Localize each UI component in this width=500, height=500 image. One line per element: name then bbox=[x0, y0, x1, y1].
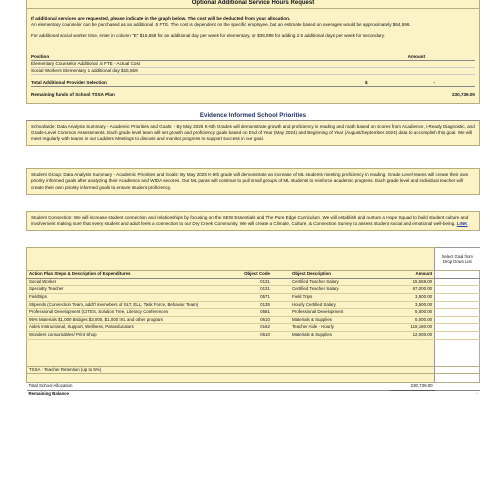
amount-cell[interactable]: 3,500.00 bbox=[390, 294, 435, 302]
object-code-cell[interactable]: 0610 bbox=[207, 332, 280, 340]
request-instructions: If additional services are requested, please indicate in the graph below. The cost will be deducted from your allocation. bbox=[31, 16, 291, 21]
student-group-priority bbox=[26, 168, 480, 195]
amount-column-header: Amount bbox=[407, 53, 425, 59]
priorities-link[interactable]: LINK bbox=[456, 221, 468, 227]
plan-row[interactable] bbox=[27, 316, 480, 324]
steps-header: Action Plan Steps & Description of Expenditures bbox=[29, 271, 131, 277]
goal-select-cell[interactable] bbox=[435, 278, 480, 286]
object-description-cell[interactable]: Hourly Certified Salary bbox=[280, 301, 390, 309]
object-description-cell[interactable]: Certified Teacher Salary bbox=[280, 278, 390, 286]
goal-select-cell[interactable] bbox=[435, 332, 480, 340]
action-plan-table bbox=[26, 247, 480, 397]
plan-step-cell[interactable]: Professional Development (CITES, Solution Tree, Literacy Conferences bbox=[27, 309, 208, 317]
goal-select-cell[interactable] bbox=[435, 316, 480, 324]
plan-step-cell[interactable]: Wonders consumables/ Print Shop bbox=[27, 332, 208, 340]
student-connection-text: Student Connection: We will increase student connection and relationships by focusing on the SEW Essentials and The Pure Edge Curriculum. We will establish and nurture a Hope Squad to build student culture and involvement making sure that every student and adult feels a connection to our Dry Creek Community. We will create a Climate, Culture, & Connection Survey to assess student social and emotional well-being. bbox=[31, 214, 469, 227]
goal-select-cell[interactable] bbox=[435, 301, 480, 309]
priorities-title: Evidence Informed School Priorities bbox=[199, 111, 307, 119]
amount-cell[interactable]: 119,180.00 bbox=[390, 324, 435, 332]
goal-select-cell[interactable] bbox=[435, 324, 480, 332]
schoolwide-priority bbox=[26, 120, 480, 147]
plan-step-cell[interactable]: Social Worker bbox=[27, 278, 208, 286]
plan-row[interactable] bbox=[27, 294, 480, 302]
goal-select-cell[interactable] bbox=[435, 286, 480, 294]
section-header: Optional Additional Service Hours Request bbox=[26, 0, 480, 9]
plan-row[interactable] bbox=[27, 332, 480, 340]
remaining-funds-value: 230,739.00 bbox=[452, 92, 475, 98]
object-code-cell[interactable]: 0131 bbox=[207, 278, 280, 286]
student-group-text: Student Group: Data Analysis Summary - Academic Priorities and Goals: By May 2025 K-6th grade will demonstrate an increase of ML students meeting proficiency in reading. Grade Level teams will create their own priority informed goals after analyzing their Acadience and WIDA secores. Our ML paras will continue to pull small groups of ML students to reinforce academic progress. Each grade level and individual teacher will create their own priority informed goals to ensure student proficiency. bbox=[31, 172, 469, 190]
teacher-retention-row[interactable]: TSSA - Teacher Retention (up to 5%) bbox=[29, 366, 102, 372]
total-allocation-value: 230,739.00 bbox=[390, 383, 435, 391]
plan-row[interactable] bbox=[27, 309, 480, 317]
page bbox=[26, 0, 480, 397]
plan-step-cell[interactable]: Specialty Teacher bbox=[27, 286, 208, 294]
amount-cell[interactable]: 3,500.00 bbox=[390, 301, 435, 309]
object-code-header: Object Code bbox=[244, 271, 270, 277]
goal-select-cell[interactable] bbox=[435, 309, 480, 317]
object-description-cell[interactable]: Professional Development bbox=[280, 309, 390, 317]
amount-cell[interactable]: 67,000.00 bbox=[390, 286, 435, 294]
remaining-funds-label: Remaining funds of School TSSA Plan bbox=[31, 92, 115, 98]
amount-header: Amount bbox=[415, 271, 433, 277]
position-row[interactable]: Social Workers Elementary 1 additional day $15,559 bbox=[31, 68, 475, 75]
remaining-balance-label: Remaining Balance bbox=[28, 390, 70, 396]
total-provider-label: Total Additional Provider Selection bbox=[31, 80, 107, 86]
object-code-cell[interactable]: 0610 bbox=[207, 316, 280, 324]
plan-step-cell[interactable]: 95% Materials $1,000 Bridges $3,000, $1,000 IXL and other program bbox=[27, 316, 208, 324]
object-code-cell[interactable]: 0131 bbox=[207, 286, 280, 294]
amount-cell[interactable]: 5,000.00 bbox=[390, 309, 435, 317]
object-description-cell[interactable]: Certified Teacher Salary bbox=[280, 286, 390, 294]
plan-row[interactable] bbox=[27, 286, 480, 294]
plan-row[interactable] bbox=[27, 324, 480, 332]
object-description-header: Object Description bbox=[291, 271, 331, 277]
plan-row[interactable] bbox=[27, 301, 480, 309]
object-description-cell[interactable]: Field Trips bbox=[280, 294, 390, 302]
object-code-cell[interactable]: 0571 bbox=[207, 294, 280, 302]
schoolwide-text: Schoolwide: Data Analysis Summary - Academic Priorities and Goals: - By May 2025 K-6th Grades will demonstrate growth and proficiency in reading and math based on scores from Acadience, i-Ready Diagnostic, and Grade-Level Common Assessments. Each grade level team will set growth and proficiency goals based on End of Year (May 2024) and Beginning of Year (August/September 2024) data to accomplish this goal. We will meet regularly with teams in our Ladders Meetings to discuss and monitor progress to support success in our goal. bbox=[31, 123, 475, 142]
position-row[interactable]: Elementary Counselor Additional .5 FTE - Actual Cost bbox=[31, 61, 475, 68]
object-code-cell[interactable]: 0162 bbox=[207, 324, 280, 332]
total-allocation-label: Total School Allocation bbox=[28, 383, 73, 389]
action-plan bbox=[26, 247, 480, 397]
social-worker-note: For additional social worker time, enter in column "E" $15,559 for an additional day per week for elementary, or $38,898 for adding 2.5 additional days per week for secondary. bbox=[31, 33, 385, 39]
total-provider-currency: $ bbox=[365, 80, 368, 86]
remaining-balance-value: - bbox=[476, 390, 478, 396]
position-column-header: Position bbox=[31, 53, 50, 59]
remaining-funds-row bbox=[31, 92, 475, 98]
goal-column-header: Select Goal from Drop Down List bbox=[435, 248, 480, 271]
amount-cell[interactable]: 15,559.00 bbox=[390, 278, 435, 286]
amount-cell[interactable]: 12,000.00 bbox=[390, 332, 435, 340]
plan-step-cell[interactable]: Aides Instructional, Support, Wellness, Paraeducators bbox=[27, 324, 208, 332]
additional-services-box bbox=[26, 9, 480, 104]
student-connection-priority bbox=[26, 211, 480, 231]
object-description-cell[interactable]: Materials & Supplies bbox=[280, 332, 390, 340]
plan-step-cell[interactable]: Fieldtrips bbox=[27, 294, 208, 302]
object-code-cell[interactable]: 0581 bbox=[207, 309, 280, 317]
object-description-cell[interactable]: Materials & Supplies bbox=[280, 316, 390, 324]
object-description-cell[interactable]: Teacher Aide - Hourly bbox=[280, 324, 390, 332]
plan-row[interactable] bbox=[27, 278, 480, 286]
total-provider-value: - bbox=[433, 80, 435, 86]
plan-step-cell[interactable]: Stipends (Connection Team, addt'l memebers of SLT, ELL, Task Force, Behavior Team) bbox=[27, 301, 208, 309]
counselor-note: An elementary counselor can be purchased as an additional .5 FTE. The cost is dependent on the specific employee, but an estimate based on averages would be approximately $64,596. bbox=[31, 22, 411, 28]
object-code-cell[interactable]: 0135 bbox=[207, 301, 280, 309]
goal-select-cell[interactable] bbox=[435, 294, 480, 302]
amount-cell[interactable]: 5,000.00 bbox=[390, 316, 435, 324]
